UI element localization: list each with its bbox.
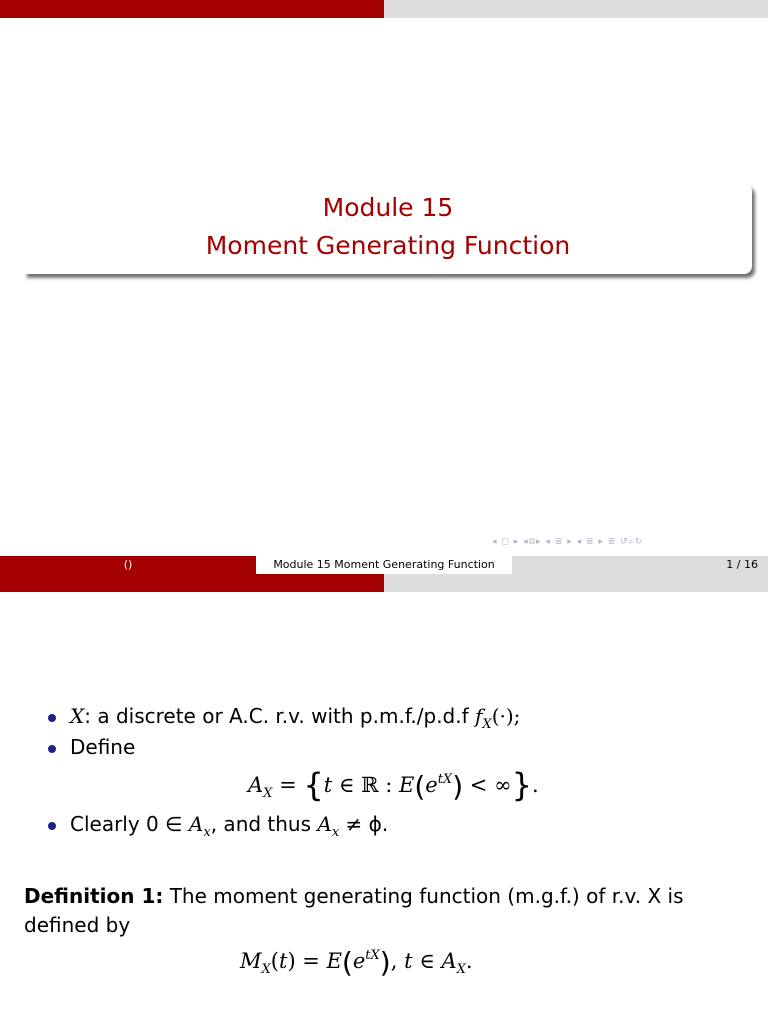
footer-title: Module 15 Moment Generating Function bbox=[256, 556, 512, 574]
bullet-dot-1 bbox=[48, 714, 56, 722]
footer-under-red bbox=[0, 574, 384, 592]
footer-under-gray bbox=[384, 574, 768, 592]
definition-label: Definition 1: bbox=[24, 884, 164, 908]
top-bar-gray bbox=[384, 0, 768, 18]
var-x: X bbox=[70, 704, 85, 728]
mgf-formula: $M_X(t) = E(e^{tX})$, t ∈ $A_X$. bbox=[240, 946, 473, 979]
title-box bbox=[24, 183, 752, 274]
definition-text: The moment generating function (m.g.f.) of r.v. X is defined by bbox=[24, 884, 684, 937]
top-bar-red bbox=[0, 0, 384, 18]
set-definition: $A_X = \{t$ ∈ ℝ : $E(e^{tX})$ < ∞}. bbox=[248, 766, 539, 804]
title-line-1: Module 15 bbox=[322, 193, 454, 222]
beamer-nav-symbols[interactable]: ◂ ◻ ▸ ◂⧉▸ ◂ ≣ ▸ ◂ ≣ ▸ ≣ ↺⌕↻ bbox=[492, 537, 644, 547]
page-number: 1 / 16 bbox=[726, 558, 758, 571]
footer bbox=[0, 556, 768, 574]
bullet-3: Clearly 0 ∈ $A_x$, and thus $A_x \ne \phi$. bbox=[70, 812, 389, 840]
footer-author: () bbox=[0, 556, 256, 574]
title-line-2: Moment Generating Function bbox=[205, 231, 571, 260]
footer-page bbox=[512, 556, 768, 574]
definition-paragraph bbox=[24, 882, 704, 940]
bullet-dot-3 bbox=[48, 822, 56, 830]
bullet-1: X: a discrete or A.C. r.v. with p.m.f./p.d.f $f_X(\cdot)$; bbox=[70, 704, 521, 732]
bullet-1-text: : a discrete or A.C. r.v. with p.m.f./p.d.f bbox=[84, 704, 476, 728]
bullet-dot-2 bbox=[48, 745, 56, 753]
bullet-2: Define bbox=[70, 735, 136, 759]
